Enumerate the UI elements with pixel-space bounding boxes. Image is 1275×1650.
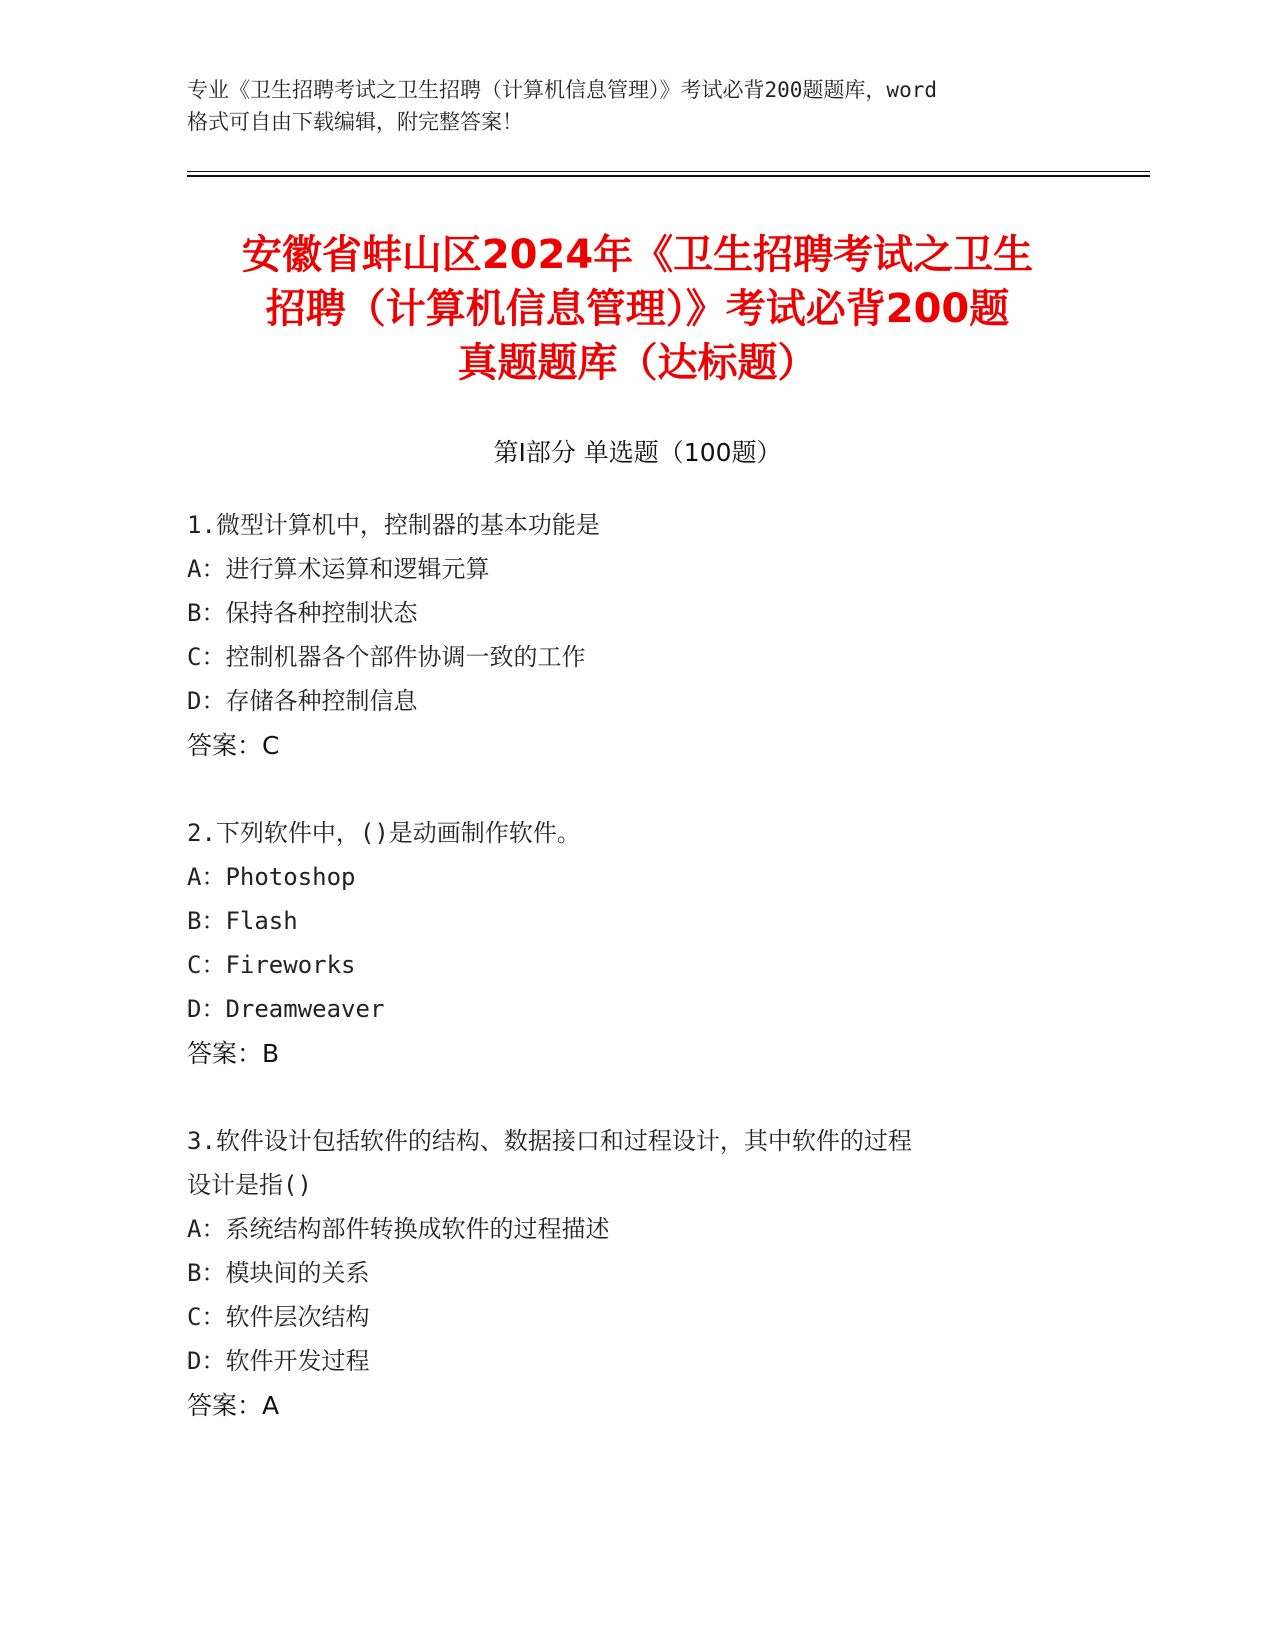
document-title (150, 228, 1125, 390)
question-1-option-a: A：进行算术运算和逻辑元算 (187, 555, 490, 583)
header-rule-thin (187, 171, 1150, 172)
document-title-line-1: 安徽省蚌山区2024年《卫生招聘考试之卫生 (241, 232, 1034, 278)
header-note-line-1: 专业《卫生招聘考试之卫生招聘（计算机信息管理）》考试必背200题题库，word (187, 78, 937, 102)
question-1-option-b: B：保持各种控制状态 (187, 599, 418, 627)
question-3-option-a: A：系统结构部件转换成软件的过程描述 (187, 1215, 610, 1243)
question-2-option-c: C：Fireworks (187, 951, 356, 979)
question-1-text: 1.微型计算机中，控制器的基本功能是 (187, 511, 600, 539)
question-2-option-d: D：Dreamweaver (187, 995, 385, 1023)
question-3-answer: 答案：A (187, 1391, 280, 1420)
question-3-option-b: B：模块间的关系 (187, 1259, 370, 1287)
header-note-line-2: 格式可自由下载编辑，附完整答案！ (187, 110, 523, 134)
question-3-option-d: D：软件开发过程 (187, 1347, 370, 1375)
question-3-text-line-1: 3.软件设计包括软件的结构、数据接口和过程设计，其中软件的过程 (187, 1127, 912, 1155)
question-1-answer: 答案：C (187, 731, 280, 760)
question-3-option-c: C：软件层次结构 (187, 1303, 370, 1331)
question-1-option-d: D：存储各种控制信息 (187, 687, 418, 715)
document-title-line-2: 招聘（计算机信息管理）》考试必背200题 (265, 286, 1010, 332)
question-2-option-a: A：Photoshop (187, 863, 356, 891)
question-2-answer: 答案：B (187, 1039, 280, 1068)
header-note (187, 74, 1087, 138)
question-1-option-c: C：控制机器各个部件协调一致的工作 (187, 643, 586, 671)
header-rule-thick (187, 175, 1150, 177)
document-title-line-3: 真题题库（达标题） (457, 340, 818, 386)
question-2-option-b: B：Flash (187, 907, 298, 935)
question-3-text-line-2: 设计是指() (187, 1171, 312, 1199)
question-2-text: 2.下列软件中，()是动画制作软件。 (187, 819, 581, 847)
section-title: 第Ⅰ部分 单选题（100题） (493, 438, 782, 467)
